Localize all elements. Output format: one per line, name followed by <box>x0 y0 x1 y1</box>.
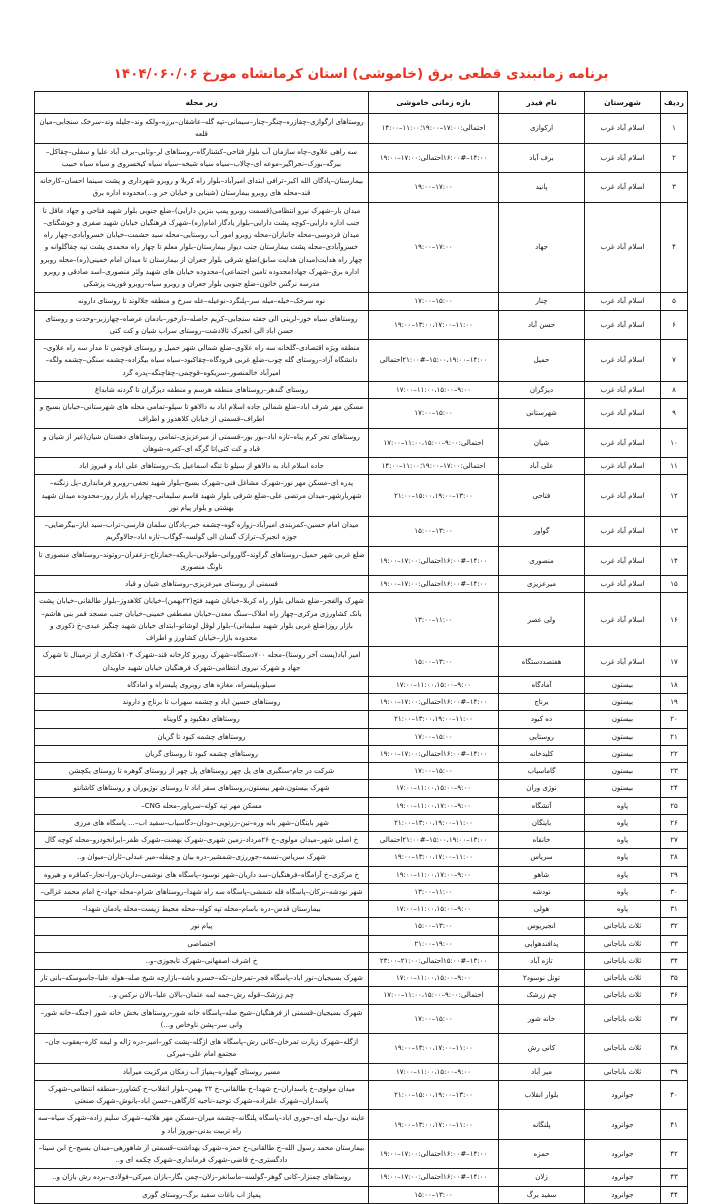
cell-county: بیستون <box>585 728 661 745</box>
cell-area: روستاهای تجر کرم پناه–تازه اباد–بور بور–قسمتی از میرعزیزی–تمامی روستاهای دهستان شیان(غیر از شیان و قباد و کت کتی)تا گرگه ای–کفره–شوهان <box>35 428 369 458</box>
cell-time: ۱۴:۰۰–۱۶:۰۰#احتمالی:۱۷:۰۰–۱۹:۰۰ <box>369 1139 499 1169</box>
table-row <box>35 517 688 547</box>
cell-row-number: ۵ <box>661 293 688 310</box>
cell-county: پاوه <box>585 866 661 883</box>
cell-feeder: بلوار انقلاب <box>499 1080 585 1110</box>
cell-county: ثلاث باباجانی <box>585 987 661 1004</box>
cell-time: ۱۳:۰۰–۱۵:۰۰ <box>369 1186 499 1203</box>
cell-feeder: پلنگانه <box>499 1110 585 1140</box>
cell-area: خ اشرف اصفهانی–شهرک تابجوزی–و.. <box>35 952 369 969</box>
cell-time: ۱۷:۰۰–۱۹:۰۰ <box>369 173 499 203</box>
cell-feeder: شیان <box>499 428 585 458</box>
cell-time: ۱۱:۰۰–۱۳:۰۰،۱۹:۰۰–۲۱:۰۰ <box>369 711 499 728</box>
cell-row-number: ۲۶ <box>661 814 688 831</box>
cell-area: میدان امام حسین–کمربندی امیرآباد–زواره گوه–چشمه خبر–پادگان سلمان فارسی–تراب–سید ایاز–بیگرضایی–جوزه انجیرک–ترازک گسان الی گولسه–گوگاب–تازه اباد–جالاوگریم <box>35 517 369 547</box>
table-row <box>35 1169 688 1186</box>
table-row <box>35 593 688 647</box>
cell-time: ۱۱:۰۰–۱۳:۰۰،۱۷:۰۰–۱۹:۰۰ <box>369 1110 499 1140</box>
cell-row-number: ۳۸ <box>661 1034 688 1064</box>
cell-area: مسکن مهر شرف اباد–ضلع شمالی جاده اسلام اباد به دالاهو تا سیلو–تمامی محله های شهرستانی–خیابان بسیج و اطراف–قسمتی از خیابان کلاهدوز و اطراف <box>35 399 369 429</box>
table-row <box>35 970 688 987</box>
cell-row-number: ۱ <box>661 114 688 144</box>
cell-county: پاوه <box>585 849 661 866</box>
cell-row-number: ۴۰ <box>661 1080 688 1110</box>
cell-feeder: جهاد <box>499 202 585 293</box>
cell-county: پاوه <box>585 883 661 900</box>
cell-county: بیستون <box>585 745 661 762</box>
cell-area: سیلو،پلیسراه، مغازه های روبروی پلیسراه و امادگاه <box>35 676 369 693</box>
cell-row-number: ۳۰ <box>661 883 688 900</box>
cell-area: خ اصلی شهر–میدان مولوی–خ ۲۶مرداد–زمین شهری–شهرک نهضت–شهرک ظفر–ایرانخودرو–محله کوچه گال <box>35 832 369 849</box>
cell-county: ثلاث باباجانی <box>585 952 661 969</box>
table-row <box>35 797 688 814</box>
cell-area: روستای گندهر–روستاهای منطقه هرسم و منطقه دیزگران تا گردنه شابداغ <box>35 381 369 398</box>
cell-feeder: تازه آباد <box>499 952 585 969</box>
cell-area: جاده اسلام اباد به دالاهو از سیلو تا تنگه اسماعیل بک–روستاهای علی اباد و فیروز اباد <box>35 458 369 475</box>
cell-county: اسلام آباد غرب <box>585 173 661 203</box>
cell-feeder: ده کبود <box>499 711 585 728</box>
cell-row-number: ۲۰ <box>661 711 688 728</box>
cell-row-number: ۲۱ <box>661 728 688 745</box>
cell-feeder: انجیریوس <box>499 918 585 935</box>
cell-area: سه راهی علاوی–چاه سازمان آب بلوار فتاحی–کشتارگاه–روستاهای لر–وثابی–برف آباد علیا و سفلی–چقاکل–بیرگه–بورک–نجراگیر–موعه ای–چالاب–سیاه سیاه شیخه–سیاه سیاه کیخسروی و سیاه سیاه حبیب <box>35 143 369 173</box>
cell-feeder: هفتصددستگاه <box>499 647 585 677</box>
table-row <box>35 114 688 144</box>
cell-row-number: ۱۹ <box>661 694 688 711</box>
table-row <box>35 918 688 935</box>
cell-county: جوانرود <box>585 1169 661 1186</box>
cell-county: ثلاث باباجانی <box>585 918 661 935</box>
cell-feeder: میرعزیزی <box>499 576 585 593</box>
header-feeder: نام فیدر <box>499 92 585 114</box>
cell-area: شهرک والفجر–ضلع شمالی بلوار راه کربلا–خیابان شهید فتح(۲۲بهمن)–خیابان کلاهدوز–بلوار طالقانی–خیابان پشت بانک کشاورزی مرکزی–چهار راه املاک–سنگ معدن–خیابان مصطفی خمینی–خیابان جنب مسجد قمر بنی هاشم–بازار روز(ضلع غربی بلوار شهید سلیمانی)–بلوار لوقل لوشاتو–ابتدای خیابان شهید چنگیز عبدی–خ ذکوری و محدوده بازار–خیابان کشاورز و اطراف <box>35 593 369 647</box>
header-time: بازه زمانی خاموشی <box>369 92 499 114</box>
cell-area: روستاهای ارگوازی–چقازره–چنگر–چنار–سیمانی–تپه گله–عاشقان–برزه–ولکه وند–جلیله وند–سرخک سنجابی–میان قلعه <box>35 114 369 144</box>
table-row <box>35 428 688 458</box>
cell-area: نوه سرخک–خیله–میله سر–پلنگرد–نوعیله–عله سرخ و منطقه جلالوند تا روستای دارونه <box>35 293 369 310</box>
cell-time: ۱۵:۰۰–۱۷:۰۰ <box>369 1004 499 1034</box>
cell-feeder: خانقاه <box>499 832 585 849</box>
cell-feeder: سریاس <box>499 849 585 866</box>
cell-time: احتمالی:۹:۰۰–۱۱:۰۰،۱۵:۰۰–۱۷:۰۰ <box>369 428 499 458</box>
cell-area: روستاهای دهکبود و گاوپناه <box>35 711 369 728</box>
cell-time: ۹:۰۰–۱۱:۰۰،۱۵:۰۰–۱۷:۰۰ <box>369 1063 499 1080</box>
cell-county: اسلام آباد غرب <box>585 143 661 173</box>
cell-feeder: پدافندهوایی <box>499 935 585 952</box>
cell-county: اسلام آباد غرب <box>585 428 661 458</box>
cell-county: ثلاث باباجانی <box>585 935 661 952</box>
cell-row-number: ۲۵ <box>661 797 688 814</box>
outage-schedule-table <box>34 91 688 1204</box>
cell-row-number: ۴۱ <box>661 1110 688 1140</box>
cell-feeder: زلان <box>499 1169 585 1186</box>
cell-county: پاوه <box>585 832 661 849</box>
cell-area: شهرک بسیجیان–نور اباد–پاسگاه فجر–تمرخان–تکه–خسرو باشه–بازارچه شیخ صله–هوله علیا–جاسوسکه–بانی تار <box>35 970 369 987</box>
cell-area: ضلع غربی شهر حمیل–روستاهای گراوند–گاوروانی–طولابی–باریکه–خمارتاج–زعفران–روتوند–روستاهای منصوری تا ناونگ منصوری <box>35 546 369 576</box>
cell-row-number: ۳۶ <box>661 987 688 1004</box>
cell-feeder: دیزگران <box>499 381 585 398</box>
cell-time: ۱۴:۰۰–۱۶:۰۰#احتمالی:۱۷:۰۰–۱۹:۰۰ <box>369 694 499 711</box>
cell-county: ثلاث باباجانی <box>585 1004 661 1034</box>
cell-time: ۱۳:۰۰–۱۵:۰۰،۱۹:۰۰–۲۱:۰۰ <box>369 475 499 517</box>
cell-row-number: ۳۴ <box>661 952 688 969</box>
cell-county: اسلام آباد غرب <box>585 340 661 382</box>
cell-feeder: آمادگاه <box>499 676 585 693</box>
cell-county: پاوه <box>585 901 661 918</box>
table-row <box>35 576 688 593</box>
cell-feeder: فتاحی <box>499 475 585 517</box>
cell-time: ۱۵:۰۰–۱۷:۰۰ <box>369 293 499 310</box>
cell-county: بیستون <box>585 763 661 780</box>
cell-row-number: ۲۲ <box>661 745 688 762</box>
cell-area: میدان مولوی–خ پاسداران–خ شهدا–خ طالقانی–خ ۲۲ بهمن–بلوار انقلاب–خ کشاورز–منطقه انتظامی–شهرک پاسداران–شهرک علیزاده–شهرک توحید–ناحیه کارگاهی–حسن اباد–یانوش–شهرک صنعتی <box>35 1080 369 1110</box>
cell-row-number: ۳۲ <box>661 918 688 935</box>
table-row <box>35 849 688 866</box>
cell-time: ۱۱:۰۰–۱۳:۰۰،۱۷:۰۰–۱۹:۰۰ <box>369 1034 499 1064</box>
cell-feeder: چنار <box>499 293 585 310</box>
cell-row-number: ۳۱ <box>661 901 688 918</box>
table-row <box>35 883 688 900</box>
cell-time: ۱۳:۰۰–۱۵:۰۰ <box>369 517 499 547</box>
cell-area: شهر نودشه–نرکان–پاسگاه قله شمشی–پاسگاه سه راه شهدا–روستاهای شرام–محله جهاد–خ امام محمد غزالی– <box>35 883 369 900</box>
cell-feeder: ولی عصر <box>499 593 585 647</box>
cell-row-number: ۳۵ <box>661 970 688 987</box>
cell-feeder: حمزه <box>499 1139 585 1169</box>
cell-row-number: ۲۳ <box>661 763 688 780</box>
cell-county: اسلام آباد غرب <box>585 517 661 547</box>
cell-row-number: ۶ <box>661 310 688 340</box>
cell-feeder: بایتگان <box>499 814 585 831</box>
table-row <box>35 1063 688 1080</box>
table-row <box>35 935 688 952</box>
cell-area: شهرک سریاس–نسمه–جوررزی–شمشیر–دره بیان و چیقله–میر عبدلی–ئاران–میوان و.. <box>35 849 369 866</box>
cell-area: شرکت در جام-سنگبری های پل چهر روستاهای پل چهر از روستای گوهره تا روستای یکچشن <box>35 763 369 780</box>
cell-row-number: ۲۸ <box>661 849 688 866</box>
cell-feeder: ارکوازی <box>499 114 585 144</box>
cell-area: ازگله–شهرک زیارت تمرخان–کانی رش–پاسگاه های ازگله–پشت کور–امیر–دره ژاله و لیمه کاره–یعقوب جان–مجتمع امام علی–میرکی <box>35 1034 369 1064</box>
cell-feeder: پانید <box>499 173 585 203</box>
table-row <box>35 866 688 883</box>
table-row <box>35 711 688 728</box>
cell-time: ۱۷:۰۰–۱۹:۰۰ <box>369 202 499 293</box>
cell-feeder: نوژی وران <box>499 780 585 797</box>
cell-time: ۹:۰۰–۱۱:۰۰،۱۵:۰۰–۱۷:۰۰ <box>369 901 499 918</box>
cell-feeder: برف آباد <box>499 143 585 173</box>
table-row <box>35 1080 688 1110</box>
cell-feeder: حمیل <box>499 340 585 382</box>
cell-row-number: ۲۷ <box>661 832 688 849</box>
header-area: زیر محله <box>35 92 369 114</box>
cell-time: ۱۴:۰۰–۱۶:۰۰#احتمالی:۱۷:۰۰–۱۹:۰۰ <box>369 1169 499 1186</box>
cell-county: بیستون <box>585 780 661 797</box>
table-row <box>35 399 688 429</box>
cell-time: ۱۳:۰۰–۱۵:۰۰ <box>369 918 499 935</box>
cell-county: پاوه <box>585 814 661 831</box>
cell-county: جوانرود <box>585 1186 661 1203</box>
table-row <box>35 1034 688 1064</box>
table-row <box>35 381 688 398</box>
cell-area: روستاهای چمنزار–کانی گوهر–گولسه–ماسانغر–زلان–چمن بگار–بازان میرکی–فولادی–برده رش بازان و.. <box>35 1169 369 1186</box>
cell-row-number: ۱۷ <box>661 647 688 677</box>
cell-row-number: ۸ <box>661 381 688 398</box>
cell-county: ثلاث باباجانی <box>585 970 661 987</box>
cell-area: میدان بار–شهرک نیرو انتظامی(قسمت روبرو پمپ بنزین دارایی)–ضلع جنوبی بلوار شهید فتاحی و جهاد عاقل تا جنب اداره دارایی–کوچه پشت دارایی–بلوار یادگار امام(ره)–شهرک فرهنگیان خیابان شهید صفری و خوشگتای–میدان فردوسی–محله جانبازان–محله روبرو امور آب روستایی–محله سید حشمت–خیابان خسروآبادی–چهار راه خسروآبادی–محله پشت بیمارستان جنب دیوار بیمارستان–بلوار معلم تا چهار راه محمدی پشت تپه چقاگلوانه و چهار راه هدایت(میدان هدایت سابق)ضلع شرقی بلوار جعران از بیمارستان تا میدان امام خمینی(ره)–محله روبرو اداره برق–شهرک جهاد(محدوده تامین اجتماعی)–محدوده خیابان های شهید ولئر منصوری–اسد صادقی و روبرو مدرسه نرگس خاتون–ضلع جنوبی بلوار جعران و روبرو سیاه–روبرو فوریت پزشکی <box>35 202 369 293</box>
cell-time: احتمالی:۱۷:۰۰–۱۹:۰۰؛۱۱:۰۰–۱۴:۰۰ <box>369 114 499 144</box>
cell-row-number: ۱۱ <box>661 458 688 475</box>
cell-time: ۱۳:۰۰–۱۵:۰۰#احتمالی:۲۱:۰۰–۲۳:۰۰ <box>369 952 499 969</box>
cell-feeder: تونل نوسود۲ <box>499 970 585 987</box>
table-row <box>35 987 688 1004</box>
cell-county: اسلام آباد غرب <box>585 293 661 310</box>
cell-area: عاینه دول–بیله ای–حوری اباد–پاسگاه پلنگانه–چشمه میران–مسکن مهر هلائیه–شهرک سلیم زاده–شهرک سیاه–سه راه تربیت بدنی–نوروز اباد و <box>35 1110 369 1140</box>
cell-area: مسکن مهر تپه کوله–سرپاور–محله CNG– <box>35 797 369 814</box>
table-row <box>35 340 688 382</box>
cell-time: ۱۱:۰۰–۱۳:۰۰،۱۷:۰۰–۱۹:۰۰ <box>369 310 499 340</box>
cell-row-number: ۲۴ <box>661 780 688 797</box>
cell-time: ۱۱:۰۰–۱۳:۰۰،۱۷:۰۰–۱۹:۰۰ <box>369 849 499 866</box>
table-row <box>35 1110 688 1140</box>
cell-county: ثلاث باباجانی <box>585 1034 661 1064</box>
cell-county: اسلام آباد غرب <box>585 576 661 593</box>
cell-county: اسلام آباد غرب <box>585 475 661 517</box>
cell-county: ثلاث باباجانی <box>585 1063 661 1080</box>
cell-feeder: میر آباد <box>499 1063 585 1080</box>
cell-time: ۱۳:۰۰–۱۵:۰۰ <box>369 647 499 677</box>
cell-row-number: ۹ <box>661 399 688 429</box>
cell-row-number: ۱۲ <box>661 475 688 517</box>
cell-feeder: روستایی <box>499 728 585 745</box>
cell-area: روستاهای حسین اباد و چشمه سهراب تا برناج و داروند <box>35 694 369 711</box>
cell-area: پیام نور <box>35 918 369 935</box>
cell-area: روستاهای سیاه خور–لرینی الی جفته سنجابی–کریم حاصله–دارخور–بادمان عرصاه–چهارزبر–وحدت و روستای حسن اباد الی انجیرک ئالادشت–روستای سراب شیان و کت کتی <box>35 310 369 340</box>
cell-county: اسلام آباد غرب <box>585 458 661 475</box>
cell-time: ۱۵:۰۰–۱۷:۰۰ <box>369 399 499 429</box>
cell-row-number: ۴۴ <box>661 1186 688 1203</box>
cell-area: امیر آباد(پست آخر روستا)–محله ۷۰۰دستگاه–شهرک روبرو کارخانه قند–شهرک ۱۰۴هکتاری از ترمینال تا شهرک جهاد و شهرک نیروی انتظامی–شهرک فرهنگیان خیابان شهید جاویدان <box>35 647 369 677</box>
cell-area: روستاهای چشمه کبود تا گریان <box>35 728 369 745</box>
cell-time: ۱۱:۰۰–۱۳:۰۰ <box>369 883 499 900</box>
cell-time: ۹:۰۰–۱۱:۰۰،۱۷:۰۰–۱۹:۰۰ <box>369 797 499 814</box>
table-row <box>35 647 688 677</box>
table-row <box>35 728 688 745</box>
cell-feeder: شهرستانی <box>499 399 585 429</box>
table-row <box>35 173 688 203</box>
cell-row-number: ۱۳ <box>661 517 688 547</box>
page-title: برنامه زمانبندی قطعی برق (خاموشی) استان کرمانشاه مورخ ۱۴۰۴/۰۶۰/۰۶ <box>113 66 609 82</box>
table-row <box>35 546 688 576</box>
cell-row-number: ۱۴ <box>661 546 688 576</box>
cell-county: جوانرود <box>585 1139 661 1169</box>
table-row <box>35 814 688 831</box>
table-row <box>35 475 688 517</box>
cell-area: پدره ای–مسکن مهر نور–شهرک مشاغل فنی–شهرک بسیج–بلوار شهید نجفی–روبرو فرمانداری–پل زنگنه–شهربارشهر–میدان مرتضی علی–ضلع شرقی بلوار شهید قاسم سلیمانی–چهارراه بازار روز–محدوده میدان شهید بهشتی و بلوار پیام نور <box>35 475 369 517</box>
table-row <box>35 832 688 849</box>
cell-time: ۱۴:۰۰–۱۵:۰۰،۱۹:۰۰–۲۱:۰۰#احتمالی <box>369 340 499 382</box>
cell-feeder: منصوری <box>499 546 585 576</box>
cell-feeder: علی آباد <box>499 458 585 475</box>
header-county: شهرستان <box>585 92 661 114</box>
cell-row-number: ۳۳ <box>661 935 688 952</box>
cell-county: جوانرود <box>585 1110 661 1140</box>
cell-area: مسیر روستای گهواره–پمپاژ آب زمکان مرکزیت میرآباد <box>35 1063 369 1080</box>
cell-area: منطقه ویژه اقتصادی–گلخانه سه راه علاوی–ضلع شمالی شهر حمیل و روستای قوچمی تا مدار سه راه علاوی–دانشگاه آزاد–روستای گله چوب–ضلع غربی فرودگاه–چقاکبود–سیاه سیاه بیگزاده–چشمه سنگی–چشمه ولگه–امیرآباد خالمنصور–سریکوه–قوچمی–چقاچنگه–پدره گرد <box>35 340 369 382</box>
table-row <box>35 952 688 969</box>
cell-time: ۱۳:۰۰–۱۵:۰۰،۱۹:۰۰–۲۱:۰۰#احتمالی <box>369 832 499 849</box>
table-row <box>35 143 688 173</box>
cell-time: احتمالی:۹:۰۰–۱۱:۰۰،۱۵:۰۰–۱۷:۰۰ <box>369 987 499 1004</box>
cell-county: بیستون <box>585 694 661 711</box>
cell-row-number: ۴ <box>661 202 688 293</box>
cell-time: ۱۴:۰۰–۱۶:۰۰#احتمالی:۱۷:۰۰–۱۹:۰۰ <box>369 143 499 173</box>
cell-time: ۹:۰۰–۱۱:۰۰،۱۵:۰۰–۱۷:۰۰ <box>369 676 499 693</box>
cell-county: اسلام آباد غرب <box>585 310 661 340</box>
table-row <box>35 763 688 780</box>
cell-area: بیمارستان محمد رسول الله–خ طالقانی–خ حمزه–شهرک بهداشت–قسمتی از شاهورهی–میدان بسیج–خ ابن سینا–دادگستری–خ قاضی–شهرک فرمانداری–شهرک چکمه ای و.. <box>35 1139 369 1169</box>
cell-time: ۱۴:۰۰–۱۶:۰۰#احتمالی:۱۷:۰۰–۱۹:۰۰ <box>369 576 499 593</box>
cell-row-number: ۱۶ <box>661 593 688 647</box>
cell-row-number: ۲ <box>661 143 688 173</box>
cell-county: اسلام آباد غرب <box>585 399 661 429</box>
cell-time: احتمالی:۱۷:۰۰–۱۹:۰۰؛۱۱:۰۰–۱۴:۰۰ <box>369 458 499 475</box>
cell-time: ۹:۰۰–۱۱:۰۰،۱۵:۰۰–۱۷:۰۰ <box>369 381 499 398</box>
cell-area: شهرک بیستون،شهر بیستون،روستاهای سقر اباد تا روستای نوژیوران و روستاهای کاشانتو <box>35 780 369 797</box>
cell-area: شهرک بسیجیان–قسمتی از فرهنگیان–شیخ صله–پاسگاه خانه شور–روستاهای بخش خانه شور (جنگه–خانه شور–وانی سر–پشن ناوخاص و...) <box>35 1004 369 1034</box>
cell-area: قسمتی از روستای میرعزیزی–روستاهای شیان و قباد <box>35 576 369 593</box>
cell-time: ۹:۰۰–۱۱:۰۰،۱۷:۰۰–۱۹:۰۰ <box>369 866 499 883</box>
cell-time: ۱۴:۰۰–۱۶:۰۰#احتمالی:۱۷:۰۰–۱۹:۰۰ <box>369 745 499 762</box>
table-row <box>35 676 688 693</box>
cell-row-number: ۴۳ <box>661 1169 688 1186</box>
cell-row-number: ۱۸ <box>661 676 688 693</box>
table-row <box>35 310 688 340</box>
cell-time: ۹:۰۰–۱۱:۰۰،۱۵:۰۰–۱۷:۰۰ <box>369 780 499 797</box>
table-row <box>35 1139 688 1169</box>
cell-area: شهر بایتگان–شهر بانه وره–تین–زرتویی–دودان–دگاسیاب–سفید اب–... پاسگاه های مرزی <box>35 814 369 831</box>
table-header-row <box>35 92 688 114</box>
cell-feeder: خانه شور <box>499 1004 585 1034</box>
table-row <box>35 1004 688 1034</box>
cell-county: جوانرود <box>585 1080 661 1110</box>
cell-time: ۱۵:۰۰–۱۷:۰۰ <box>369 728 499 745</box>
cell-row-number: ۷ <box>661 340 688 382</box>
cell-feeder: گاماسیاب <box>499 763 585 780</box>
cell-row-number: ۱۰ <box>661 428 688 458</box>
cell-time: ۹:۰۰–۱۱:۰۰،۱۵:۰۰–۱۷:۰۰ <box>369 970 499 987</box>
cell-area: چم زرشک–قوله رش–جمه لمه عثمان–بالان علیا–بالان نرکس و.. <box>35 987 369 1004</box>
cell-row-number: ۱۵ <box>661 576 688 593</box>
cell-county: اسلام آباد غرب <box>585 202 661 293</box>
cell-area: بیمارستان قدس–دره باسام–محله تپه کوله–محله محیط زیست–محله یادمان شهدا– <box>35 901 369 918</box>
cell-row-number: ۳۹ <box>661 1063 688 1080</box>
cell-time: ۱۵:۰۰–۱۷:۰۰ <box>369 763 499 780</box>
table-row <box>35 780 688 797</box>
cell-time: ۱۳:۰۰–۱۵:۰۰،۱۹:۰۰–۲۱:۰۰ <box>369 1080 499 1110</box>
cell-time: ۱۱:۰۰–۱۳:۰۰،۱۹:۰۰–۲۱:۰۰ <box>369 814 499 831</box>
cell-time: ۱۴:۰۰–۱۶:۰۰#احتمالی:۱۷:۰۰–۱۹:۰۰ <box>369 546 499 576</box>
table-row <box>35 202 688 293</box>
cell-area: روستاهای چشمه کبود تا روستای گریان <box>35 745 369 762</box>
cell-county: اسلام آباد غرب <box>585 114 661 144</box>
cell-county: بیستون <box>585 676 661 693</box>
cell-feeder: شاهو <box>499 866 585 883</box>
table-row <box>35 745 688 762</box>
cell-feeder: گواور <box>499 517 585 547</box>
cell-feeder: برناج <box>499 694 585 711</box>
cell-county: اسلام آباد غرب <box>585 593 661 647</box>
cell-area: خ مرکزی–خ آرامگاه–فرهنگیان–سد داریان–شهر نوسود–پاسگاه های نوشمی–داریان–ورا–نجار–کماقره و هیروه <box>35 866 369 883</box>
cell-feeder: سفید برگ <box>499 1186 585 1203</box>
cell-county: اسلام آباد غرب <box>585 381 661 398</box>
cell-row-number: ۳۷ <box>661 1004 688 1034</box>
table-row <box>35 694 688 711</box>
table-row <box>35 901 688 918</box>
cell-feeder: آتشگاه <box>499 797 585 814</box>
cell-county: پاوه <box>585 797 661 814</box>
cell-feeder: نودشه <box>499 883 585 900</box>
cell-feeder: چم زرشک <box>499 987 585 1004</box>
table-row <box>35 1186 688 1203</box>
cell-area: اختصاصی <box>35 935 369 952</box>
cell-feeder: هولی <box>499 901 585 918</box>
table-row <box>35 458 688 475</box>
cell-feeder: کلیدخانه <box>499 745 585 762</box>
cell-county: اسلام آباد غرب <box>585 546 661 576</box>
table-row <box>35 293 688 310</box>
cell-feeder: حسن آباد <box>499 310 585 340</box>
cell-county: بیستون <box>585 711 661 728</box>
cell-time: ۱۱:۰۰–۱۳:۰۰ <box>369 593 499 647</box>
cell-county: اسلام آباد غرب <box>585 647 661 677</box>
header-row-number: ردیف <box>661 92 688 114</box>
cell-area: پمپاژ اب باغات سفید برگ–روستای گوری <box>35 1186 369 1203</box>
cell-row-number: ۲۹ <box>661 866 688 883</box>
cell-row-number: ۴۲ <box>661 1139 688 1169</box>
cell-area: بیمارستان–پادگان الله اکبر–ترافی ابتدای امیرآباد–بلوار راه کربلا و روبرو شهرداری و پشت سینما احسان–کارخانه قند–محله های روبرو بیمارستان (شینایی و خیابان حر و...)محدوده اداره برق <box>35 173 369 203</box>
cell-row-number: ۳ <box>661 173 688 203</box>
cell-time: ۱۹:۰۰–۲۱:۰۰ <box>369 935 499 952</box>
cell-feeder: کانی رش <box>499 1034 585 1064</box>
